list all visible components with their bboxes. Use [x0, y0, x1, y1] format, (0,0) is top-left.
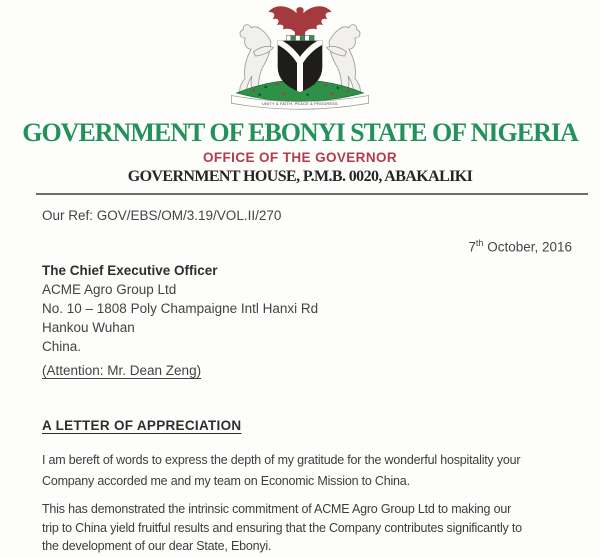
date-day: 7: [468, 239, 476, 255]
recipient-country: China.: [42, 339, 82, 354]
body-paragraph-2: [42, 500, 522, 556]
paragraph-line: Company accorded me and my team on Economic Mission to China.: [42, 474, 410, 488]
recipient-title: The Chief Executive Officer: [42, 263, 218, 278]
paragraph-line: This has demonstrated the intrinsic commitment of ACME Agro Group Ltd to making our: [42, 502, 512, 516]
header-divider: [36, 193, 588, 195]
paragraph-line: I am bereft of words to express the depth of my gratitude for the wonderful hospitality your: [42, 453, 521, 467]
subject-line: A LETTER OF APPRECIATION: [42, 418, 242, 433]
motto-text: UNITY & FAITH, PEACE & PROGRESS: [262, 100, 338, 106]
paragraph-line: the development of our dear State, Ebonyi.: [42, 539, 272, 553]
horse-right-icon: [327, 25, 361, 93]
letterhead-title: GOVERNMENT OF EBONYI STATE OF NIGERIA: [22, 118, 578, 147]
recipient-city: Hankou Wuhan: [42, 320, 135, 335]
recipient-company: ACME Agro Group Ltd: [42, 282, 177, 297]
date-ordinal: th: [475, 238, 484, 248]
date-rest: October, 2016: [483, 239, 572, 255]
coat-of-arms-icon: [205, 2, 395, 122]
paragraph-line: trip to China yield fruitful results and ensuring that the Company contributes significantly to: [42, 520, 522, 535]
letterhead-address: GOVERNMENT HOUSE, P.M.B. 0020, ABAKALIKI: [127, 168, 473, 185]
reference-number: Our Ref: GOV/EBS/OM/3.19/VOL.II/270: [42, 208, 282, 223]
horse-left-icon: [240, 25, 274, 93]
recipient-street: No. 10 – 1808 Poly Champaigne Intl Hanxi Rd: [42, 301, 319, 316]
letter-date: [468, 238, 572, 255]
eagle-icon: [268, 6, 332, 35]
attention-line: (Attention: Mr. Dean Zeng): [42, 363, 202, 378]
letterhead-subtitle: OFFICE OF THE GOVERNOR: [202, 150, 398, 165]
torse-icon: [286, 35, 314, 40]
recipient-block: [42, 261, 318, 356]
body-paragraph-1: [42, 450, 520, 492]
